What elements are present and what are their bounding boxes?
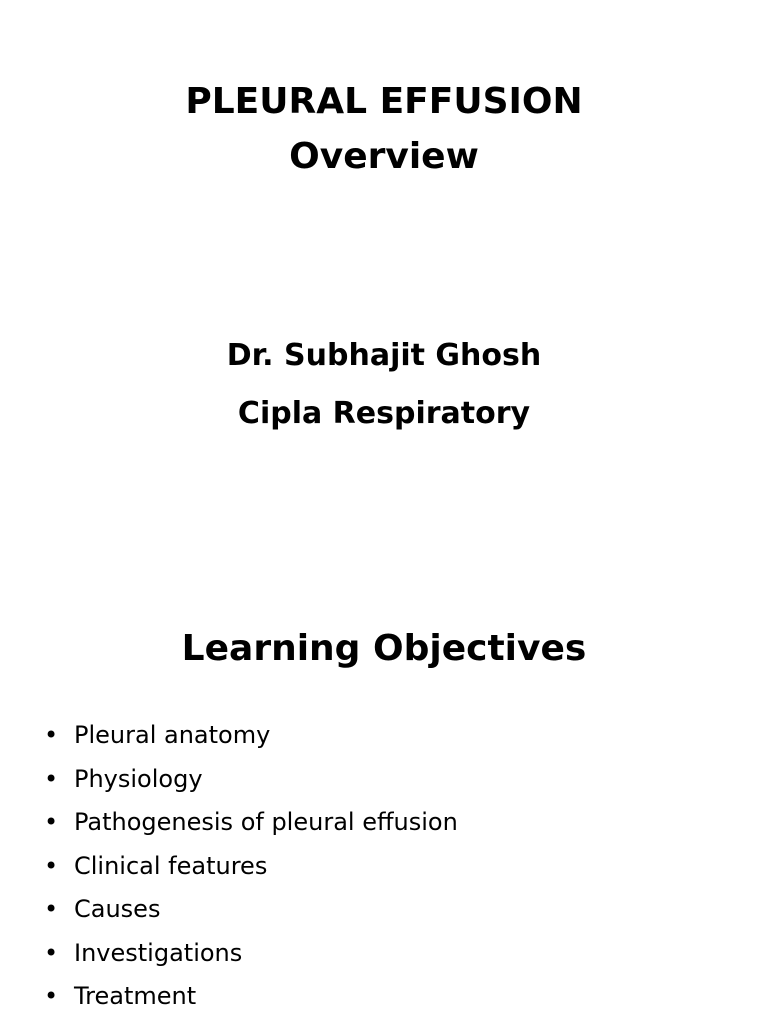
bullet-icon: • [44,808,59,836]
list-item-text: Clinical features [74,851,268,880]
slide-title-line-2: Overview [289,136,479,177]
bullet-icon: • [44,851,59,880]
list-item-text: Pathogenesis of pleural effusion [74,808,458,836]
bullet-icon: • [44,721,59,749]
bullet-icon: • [44,895,59,923]
objectives-heading: Learning Objectives [181,628,587,669]
list-item-text: Investigations [74,938,243,967]
presenter-organization: Cipla Respiratory [237,396,531,431]
list-item-text: Treatment [74,982,197,1010]
list-item-text: Causes [74,895,161,923]
bullet-icon: • [44,764,59,793]
objectives-slide [0,600,768,1024]
slide-title-line-1: PLEURAL EFFUSION [185,81,583,122]
bullet-icon: • [44,938,59,967]
bullet-icon: • [44,982,59,1010]
presenter-name: Dr. Subhajit Ghosh [226,338,542,373]
list-item-text: Physiology [74,764,203,793]
list-item-text: Pleural anatomy [74,721,271,749]
